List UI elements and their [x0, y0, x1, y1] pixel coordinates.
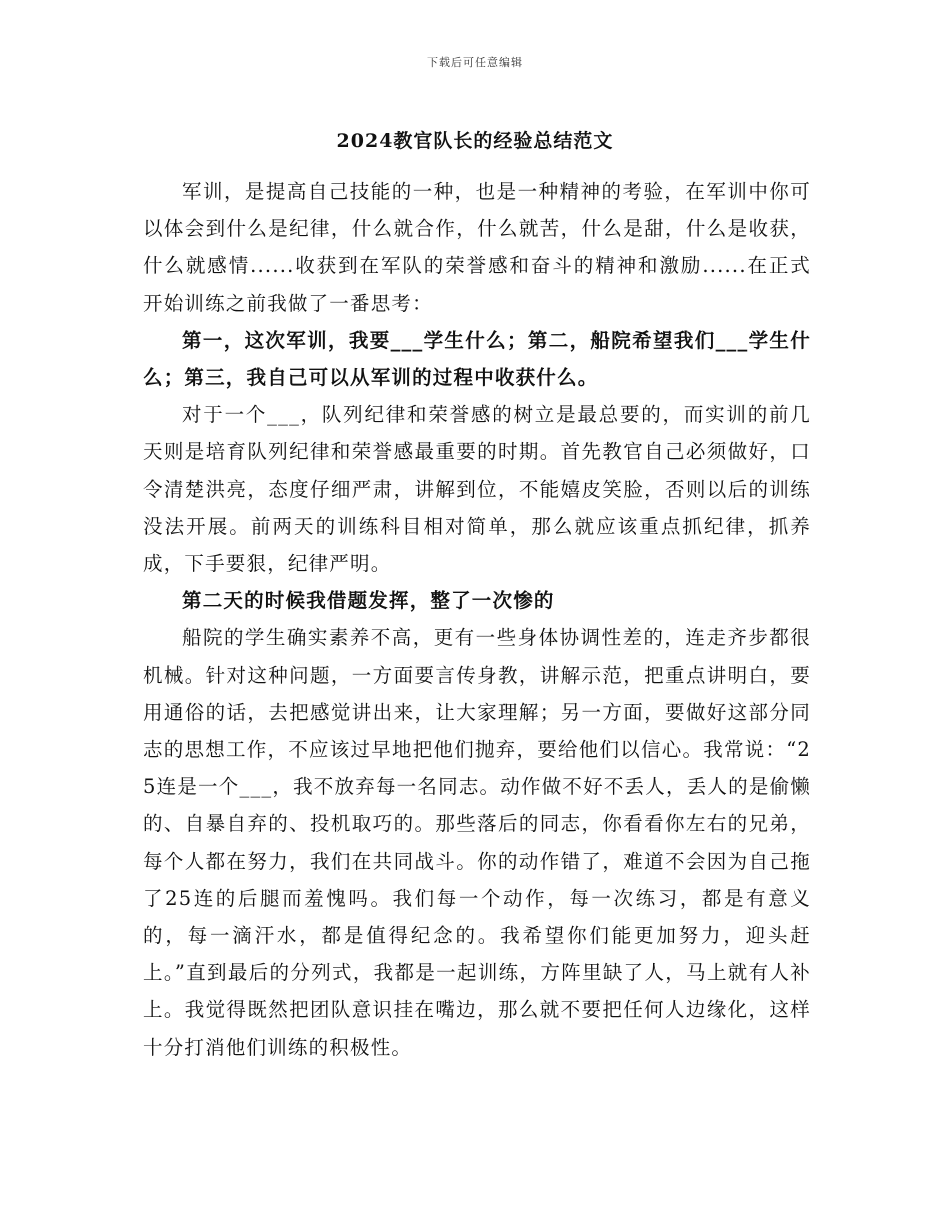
paragraph-subheading-day-two: 第二天的时候我借题发挥，整了一次惨的	[182, 589, 555, 613]
document-title: 2024教官队长的经验总结范文	[336, 130, 614, 152]
paragraph-teamwork: 船院的学生确实素养不高，更有一些身体协调性差的，连走齐步都很机械。针对这种问题，一方面要言传身教，讲解示范，把重点讲明白，要用通俗的话，去把感觉讲出来，让大家理解；另一方面，要做好这部分同志的思想工作，不应该过早地把他们抛弃，要给他们以信心。我常说：“25连是一个___，我不放弃每一名同志。动作做不好不丢人，丢人的是偷懒的、自暴自弃的、投机取巧的。那些落后的同志，你看看你左右的兄弟，每个人都在努力，我们在共同战斗。你的动作错了，难道不会因为自己拖了25连的后腿而羞愧吗。我们每一个动作，每一次练习，都是有意义的，每一滴汗水，都是值得纪念的。我希望你们能更加努力，迎头赶上。”直到最后的分列式，我都是一起训练，方阵里缺了人，马上就有人补上。我觉得既然把团队意识挂在嘴边，那么就不要把任何人边缘化，这样十分打消他们训练的积极性。	[143, 626, 811, 1059]
paragraph-three-questions: 第一，这次军训，我要___学生什么；第二，船院希望我们___学生什么；第三，我自己可以从军训的过程中收获什么。	[143, 328, 811, 390]
document-body	[143, 173, 811, 1066]
paragraph-intro: 军训，是提高自己技能的一种，也是一种精神的考验，在军训中你可以体会到什么是纪律，什么就合作，什么就苦，什么是甜，什么是收获，什么就感情......收获到在军队的荣誉感和奋斗的精神和激励......在正式开始训练之前我做了一番思考：	[143, 180, 811, 315]
paragraph-discipline: 对于一个___，队列纪律和荣誉感的树立是最总要的，而实训的前几天则是培育队列纪律和荣誉感最重要的时期。首先教官自己必须做好，口令清楚洪亮，态度仔细严肃，讲解到位，不能嬉皮笑脸，否则以后的训练没法开展。前两天的训练科目相对简单，那么就应该重点抓纪律，抓养成，下手要狠，纪律严明。	[143, 403, 811, 576]
page-header-note: 下载后可任意编辑	[427, 56, 523, 69]
